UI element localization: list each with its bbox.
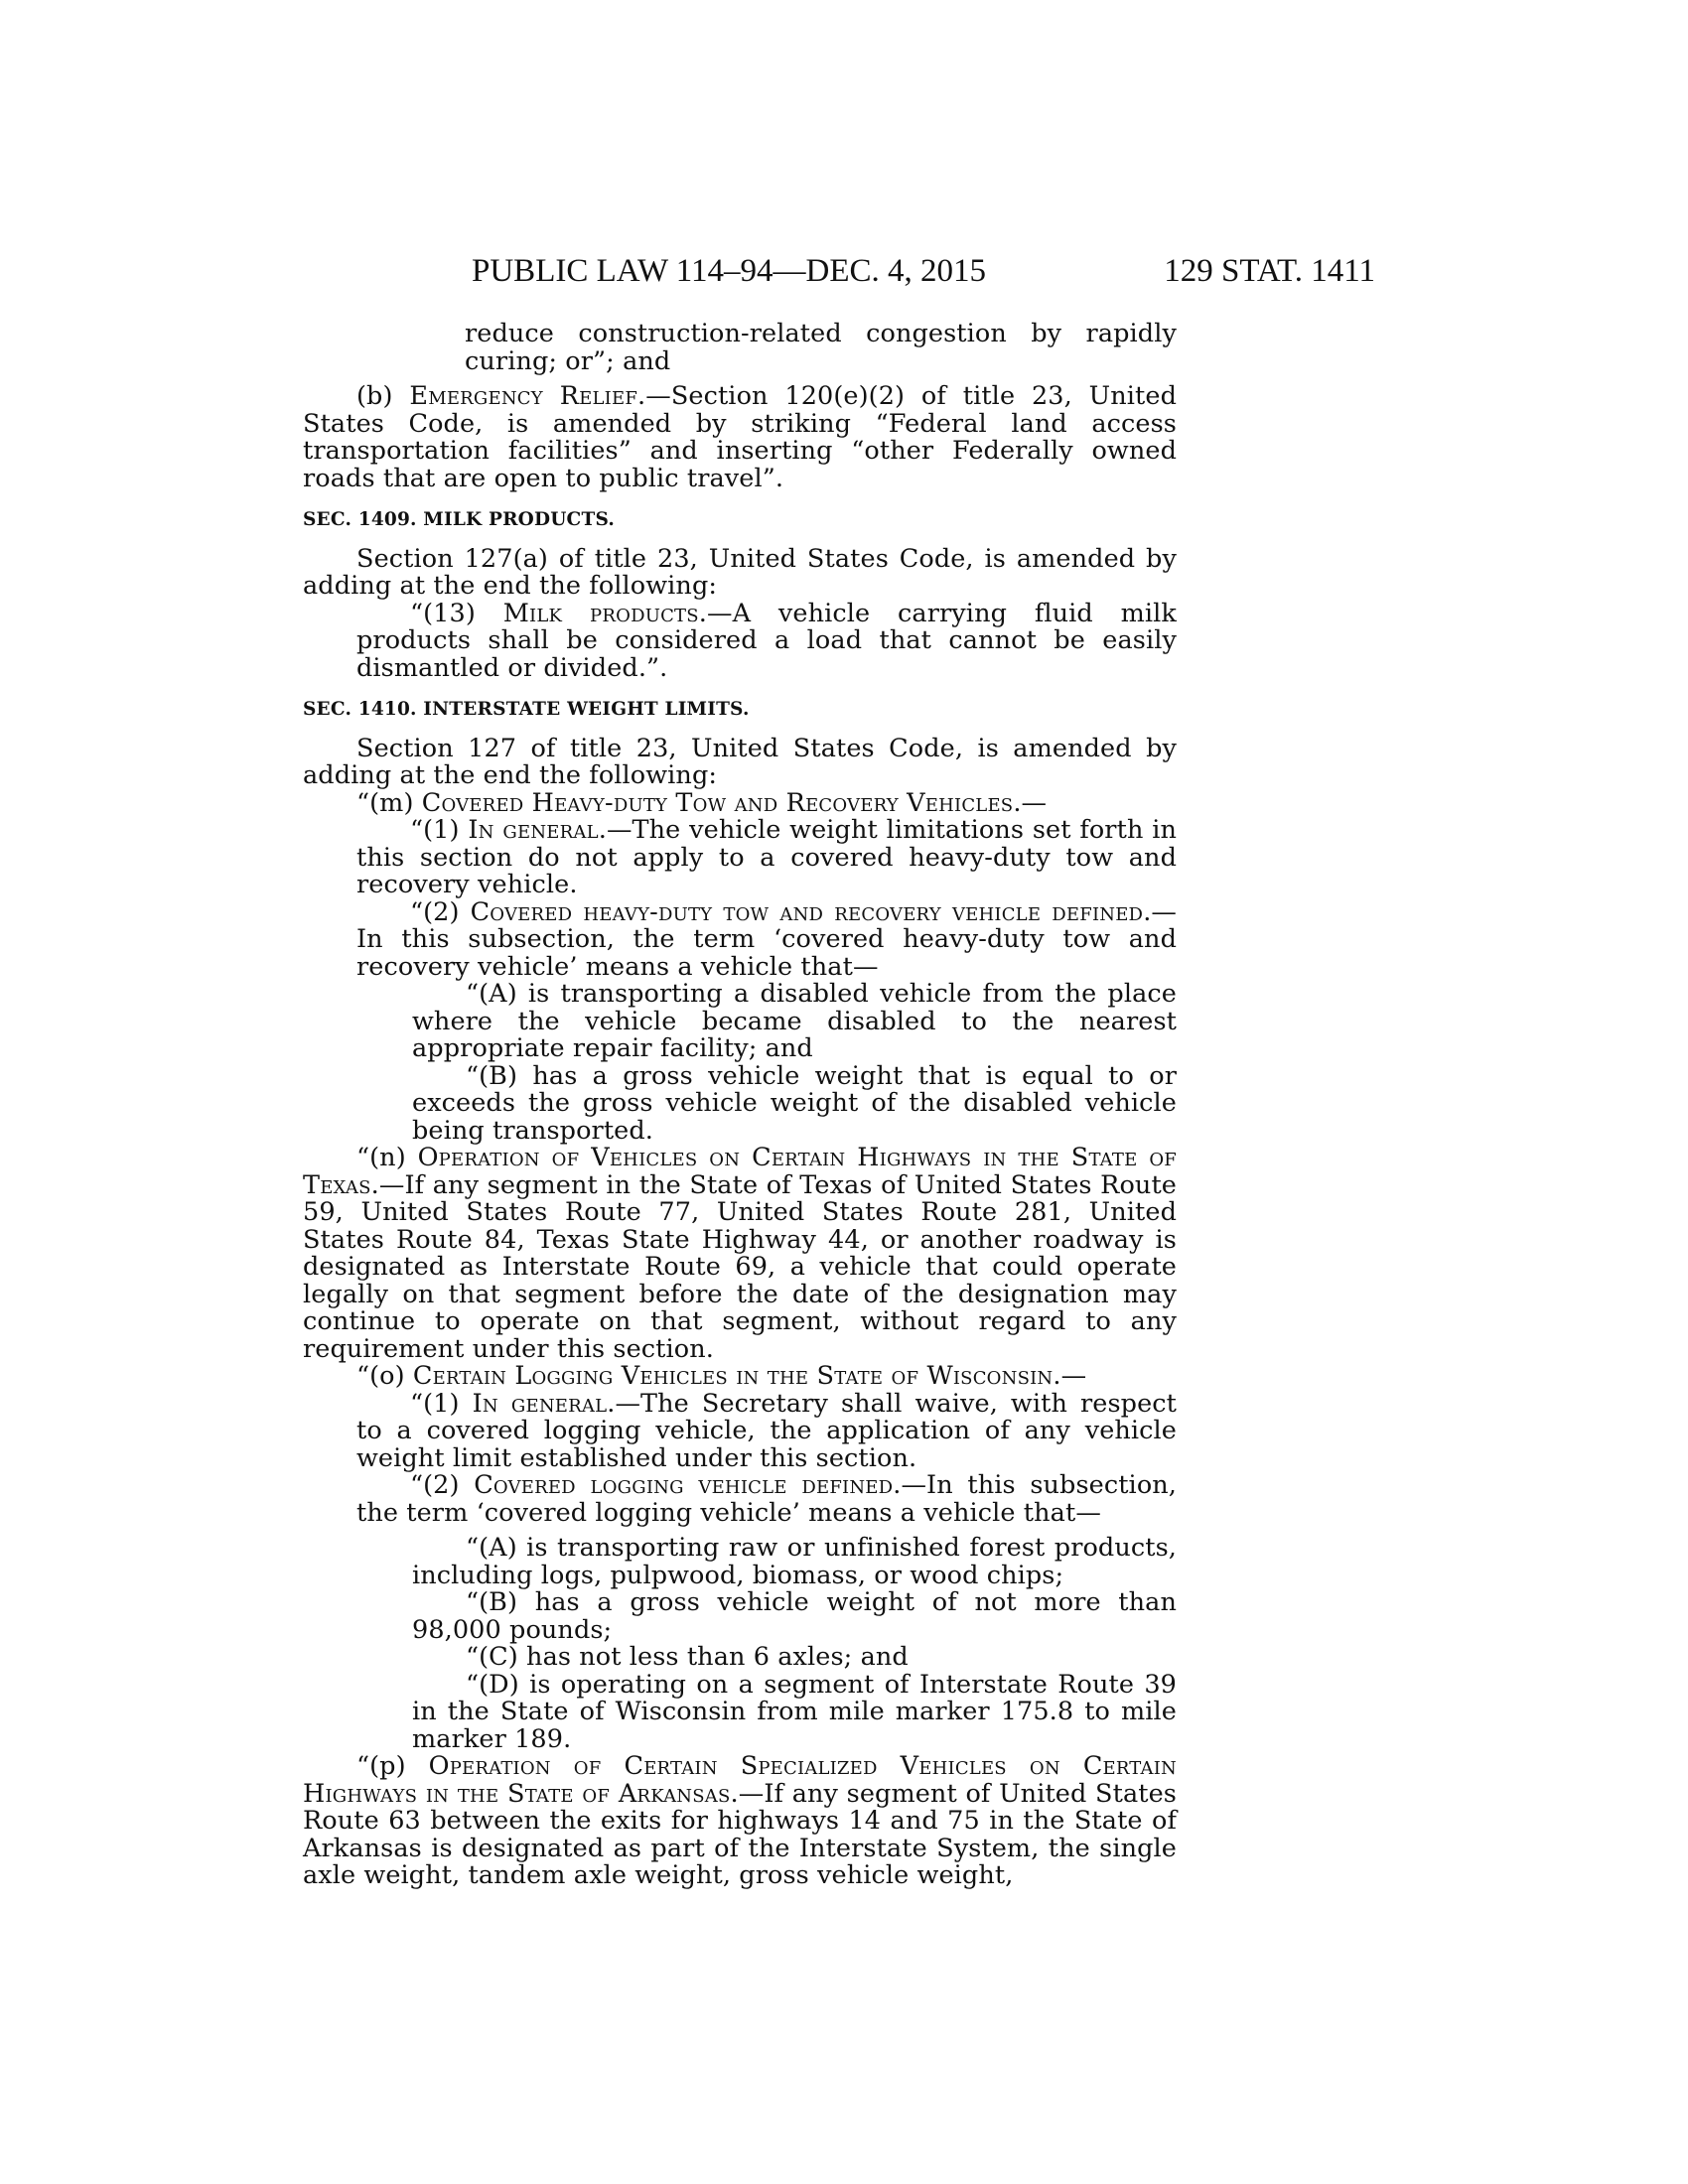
subsection-b: (b) Emergency Relief.—Section 120(e)(2) of title 23, United States Code, is amended by striking “Federal land access transportation facilities” and inserting “other Federally owned roads that are open to public travel”.	[303, 381, 1178, 493]
subparagraph-m2-B: “(B) has a gross vehicle weight that is equal to or exceeds the gross vehicle weight of the disabled vehicle being transported.	[412, 1060, 1177, 1146]
running-header	[303, 253, 1375, 303]
subsection-o: “(o) Certain Logging Vehicles in the State of Wisconsin.—	[356, 1361, 1087, 1391]
subparagraph-o2-C: “(C) has not less than 6 axles; and	[466, 1642, 909, 1672]
subparagraph-o2-D: “(D) is operating on a segment of Interstate Route 39 in the State of Wisconsin from mile marker 175.8 to mile marker 189.	[412, 1669, 1177, 1754]
section-1409-intro: Section 127(a) of title 23, United States Code, is amended by adding at the end the following:	[303, 543, 1177, 601]
subsection-m-paragraph-1: “(1) In general.—The vehicle weight limitations set forth in this section do not apply to a covered heavy-duty tow and recovery vehicle.	[356, 815, 1178, 899]
header-law-citation: PUBLIC LAW 114–94—DEC. 4, 2015	[472, 253, 987, 289]
subsection-m-paragraph-2: “(2) Covered heavy-duty tow and recovery vehicle defined.—In this subsection, the term ‘covered heavy-duty tow and recovery vehicle’ means a vehicle that—	[356, 896, 1177, 982]
paragraph-13: “(13) Milk products.—A vehicle carrying fluid milk products shall be considered a load that cannot be easily dismantled or divided.”.	[356, 598, 1177, 683]
subparagraph-o2-A: “(A) is transporting raw or unfinished forest products, including logs, pulpwood, biomass, or wood chips;	[412, 1533, 1177, 1590]
section-heading-1410: SEC. 1410. INTERSTATE WEIGHT LIMITS.	[303, 699, 750, 720]
subparagraph-m2-A: “(A) is transporting a disabled vehicle from the place where the vehicle became disabled to the nearest appropriate repair facility; and	[412, 979, 1177, 1063]
subsection-o-paragraph-2: “(2) Covered logging vehicle defined.—In this subsection, the term ‘covered logging vehicle’ means a vehicle that—	[356, 1470, 1177, 1528]
subsection-heading: Emergency Relief	[409, 381, 638, 411]
subsection-n: “(n) Operation of Vehicles on Certain Highways in the State of Texas.—If any segment in the State of Texas of United States Route 59, United States Route 77, United States Route 281, United States Route 84, Texas State Highway 44, or another roadway is designated as Interstate Route 69, a vehicle that could operate legally on that segment before the date of the designation may continue to operate on that segment, without regard to any requirement under this section.	[303, 1143, 1177, 1364]
section-heading-1409: SEC. 1409. MILK PRODUCTS.	[303, 509, 615, 530]
document-page	[303, 253, 1375, 1890]
header-stat-page: 129 STAT. 1411	[1164, 253, 1375, 289]
subsection-p: “(p) Operation of Certain Specialized Vehicles on Certain Highways in the State of Arkansas.—If any segment of United States Route 63 between the exits for highways 14 and 75 in the State of Arkansas is designated as part of the Interstate System, the single axle weight, tandem axle weight, gross vehicle weight,	[303, 1751, 1177, 1890]
subparagraph-o2-B: “(B) has a gross vehicle weight of not more than 98,000 pounds;	[412, 1587, 1177, 1645]
subsection-o-paragraph-1: “(1) In general.—The Secretary shall waive, with respect to a covered logging vehicle, the application of any vehicle weight limit established under this section.	[356, 1388, 1177, 1473]
section-1410-intro: Section 127 of title 23, United States Code, is amended by adding at the end the following:	[303, 733, 1177, 790]
subsection-m: “(m) Covered Heavy-duty Tow and Recovery Vehicles.—	[356, 787, 1048, 818]
continued-clause: reduce construction-related congestion by rapidly curing; or”; and	[465, 319, 1177, 376]
body-text	[303, 321, 1177, 1890]
